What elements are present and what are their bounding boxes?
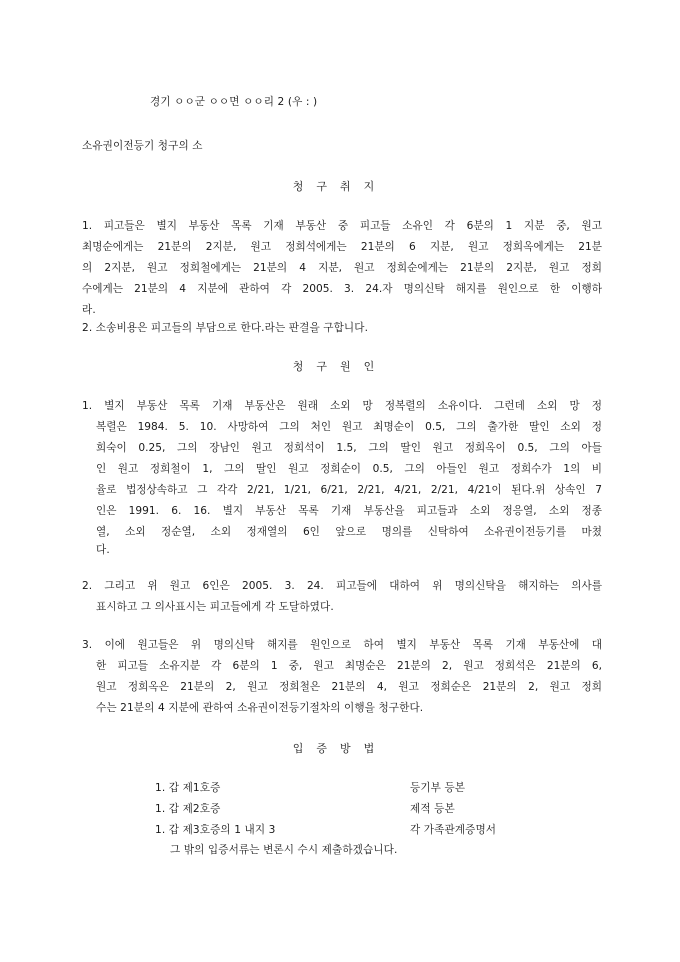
evidence-item: 1. 갑 제3호증의 1 내지 3 (155, 824, 276, 836)
claim-purpose-line: 라. (82, 304, 96, 316)
claim-cause-para2-line: 2. 그리고 위 원고 6인은 2005. 3. 24. 피고들에 대하여 위 명의신탁을 해지하는 의사를 (82, 580, 602, 592)
claim-cause-para2-line: 표시하고 그 의사표시는 피고들에게 각 도달하였다. (96, 601, 334, 613)
claim-cause-para1-line: 인은 1991. 6. 16. 별지 부동산 목록 기재 부동산을 피고들과 소외 정응열, 소외 정종 (96, 505, 602, 517)
claim-purpose-line: 의 2지분, 원고 정희철에게는 21분의 4 지분, 원고 정희순에게는 21분의 2지분, 원고 정희 (82, 262, 602, 274)
evidence-closing: 그 밖의 입증서류는 변론시 수시 제출하겠습니다. (170, 844, 398, 856)
claim-purpose-line: 1. 피고들은 별지 부동산 목록 기재 부동산 중 피고들 소유인 각 6분의 1 지분 중, 원고 (82, 220, 602, 232)
claim-cause-para3-line: 한 피고들 소유지분 각 6분의 1 중, 원고 최명순은 21분의 2, 원고 정희석은 21분의 6, (96, 660, 602, 672)
claim-purpose-line: 수에게는 21분의 4 지분에 관하여 각 2005. 3. 24.자 명의신탁 해지를 원인으로 한 이행하 (82, 283, 602, 295)
claim-cause-para3-line: 수는 21분의 4 지분에 관하여 소유권이전등기절차의 이행을 청구한다. (96, 702, 424, 714)
claim-cause-para3-line: 3. 이에 원고들은 위 명의신탁 해지를 원인으로 하여 별지 부동산 목록 기재 부동산에 대 (82, 639, 602, 651)
case-title: 소유권이전등기 청구의 소 (82, 140, 203, 152)
claim-purpose-line: 최명순에게는 21분의 2지분, 원고 정희석에게는 21분의 6 지분, 원고 정희옥에게는 21분 (82, 241, 602, 253)
claim-cause-para1-line: 율로 법정상속하고 그 각각 2/21, 1/21, 6/21, 2/21, 4/21, 2/21, 4/21이 된다.위 상속인 7 (96, 484, 602, 496)
evidence-desc: 각 가족관계증명서 (410, 824, 497, 836)
section-heading-claim-purpose: 청구취지 (292, 180, 388, 193)
evidence-item: 1. 갑 제1호증 (155, 782, 221, 794)
claim-cause-para3-line: 원고 정희옥은 21분의 2, 원고 정희철은 21분의 4, 원고 정희순은 21분의 2, 원고 정희 (96, 681, 602, 693)
evidence-desc: 등기부 등본 (410, 782, 466, 794)
evidence-desc: 제적 등본 (410, 803, 455, 815)
evidence-item: 1. 갑 제2호증 (155, 803, 221, 815)
claim-cause-para1-line: 열, 소외 정순열, 소외 정재열의 6인 앞으로 명의를 신탁하여 소유권이전등기를 마쳤 (96, 526, 602, 538)
claim-cause-para1-line: 1. 별지 부동산 목록 기재 부동산은 원래 소외 망 정복렬의 소유이다. 그런데 소외 망 정 (82, 400, 602, 412)
claim-cause-para1-line: 희숙이 0.25, 그의 장남인 원고 정희석이 1.5, 그의 딸인 원고 정희옥이 0.5, 그의 아들 (96, 442, 602, 454)
claim-cause-para1-line: 인 원고 정희철이 1, 그의 딸인 원고 정희순이 0.5, 그의 아들인 원고 정희수가 1의 비 (96, 463, 602, 475)
section-heading-claim-cause: 청구원인 (292, 360, 388, 373)
section-heading-evidence: 입증방법 (292, 742, 388, 755)
claim-purpose-line: 2. 소송비용은 피고들의 부담으로 한다.라는 판결을 구합니다. (82, 322, 369, 334)
address-line: 경기 ㅇㅇ군 ㅇㅇ면 ㅇㅇ리 2 (우 : ) (150, 96, 318, 108)
claim-cause-para1-line: 복렬은 1984. 5. 10. 사망하여 그의 처인 원고 최명순이 0.5, 그의 출가한 딸인 소외 정 (96, 421, 602, 433)
claim-cause-para1-line: 다. (96, 544, 110, 556)
